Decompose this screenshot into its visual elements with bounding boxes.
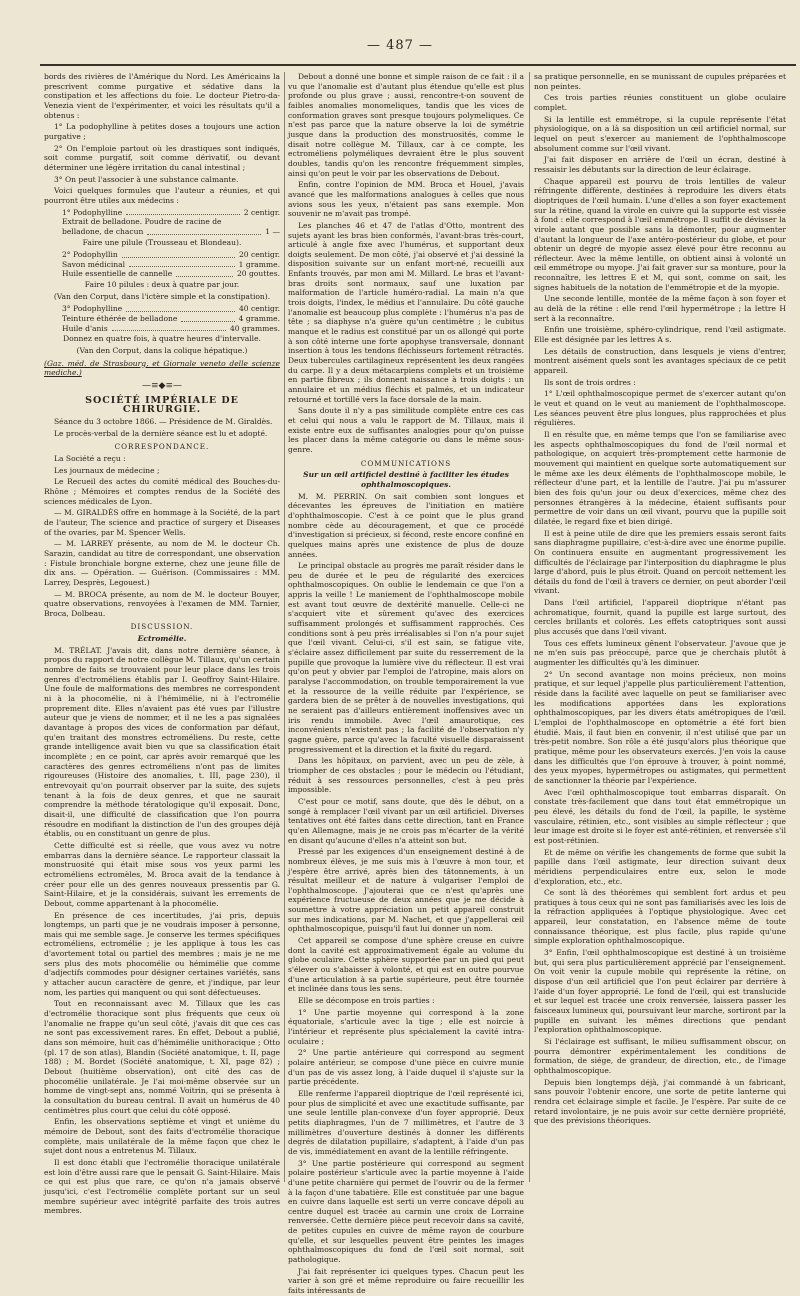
ingredient-name: 2° Podophyllin (62, 250, 118, 260)
ingredient-name: Huile d'anis (62, 323, 108, 333)
header-rule (40, 64, 796, 66)
paragraph: Les détails de construction, dans lesquels je viens d'entrer, montrent aisément quels sont les avantages spéciaux de ce petit appareil. (534, 346, 786, 376)
paragraph: Si la lentille est emmétrope, si la cupule représente l'état physiologique, on a là sa disposition un œil artificiel normal, sur lequel on peut s'exercer au maniement de l'ophthalmoscope absolument comme sur l'œil vivant. (534, 114, 786, 153)
formula-note: Faire une pilule (Trousseau et Blondeau). (82, 237, 242, 247)
ingredient-qty: 40 grammes. (230, 323, 280, 333)
paragraph: Sans doute il n'y a pas similitude complète entre ces cas et celui qui nous a valu le rapport de M. Tillaux, mais il existe entre eux de suffisantes analogies pour qu'on puisse les placer dans la même catégorie ou dans le même sous-genre. (288, 406, 524, 454)
communication-title: Sur un œil artificiel destiné à faciliter les études ophthalmoscopiques. (303, 470, 509, 489)
column-left (44, 72, 280, 1216)
paragraph: M. M. PERRIN. On sait combien sont longues et décevantes les épreuves de l'initiation en matière d'ophthalmoscopie. C'est à ce point que le plus grand nombre cède au découragement, et que ce procédé d'investigation si précieux, si fécond, reste encore confiné en quelques mains après une existence de plus de douze années. (288, 491, 524, 559)
formula-2 (44, 250, 280, 301)
paragraph: Dans l'œil artificiel, l'appareil dioptrique n'étant pas achromatique, fournit, quand la pupille est large surtout, des cercles brillants et colorés. Les effets catoptriques sont aussi plus accusés que dans l'œil vivant. (534, 598, 786, 637)
paragraph: Tous ces effets lumineux gênent l'observateur. J'avoue que je ne m'en suis pas préoccupé, parce que je cherchais plutôt à augmenter les difficultés qu'à les diminuer. (534, 638, 786, 668)
column-divider (529, 72, 530, 1182)
paragraph: 3° Une partie postérieure qui correspond au segment polaire postérieur s'articule avec la partie moyenne à l'aide d'une petite charnière qui permet de l'ouvrir ou de la fermer à la façon d'une tabatière. Elle est constituée par une bague en cuivre dans laquelle est serti un verre concave dépoli au centre duquel est tracée au carmin une croix de Lorraine renversée. Cette dernière pièce peut recevoir dans sa cavité, de petites cupules en cuivre de même rayon de courbure qu'elle, et sur lesquelles peuvent être peintes les images ophthalmoscopiques du fond de l'œil soit normal, soit pathologique. (288, 1158, 524, 1265)
ingredient-name: 3° Podophylline (62, 304, 123, 314)
result-item: 1° La podophylline à petites doses a toujours une action purgative ; (44, 122, 280, 141)
section-heading: COMMUNICATIONS (360, 458, 452, 468)
paragraph: Tout en reconnaissant avec M. Tillaux que les cas d'ectromélie thoracique sont plus fréquents que ceux où l'anomalie ne frappe qu'un seul côté, j'avais dit que ces cas ne sont pas excessivement rares. En effet, Debout a publié, dans son mémoire, huit cas d'hémimélie unithoracique ; Otto (pl. 17 de son atlas), Blandin (Société anatomique, t. II, page 188) ; M. Bordet (Société anatomique, t. XI, page 82) ; Debout (huitième observation), ont cité des cas de phocomélie unilatérale. Je l'ai moi-même observée sur un homme de vingt-sept ans, nommé Voitrin, qui se présenta à la consultation du bureau central. Il avait un humérus de 40 centimètres plus court que celui du côté opposé. (44, 999, 280, 1115)
paragraph: Il en résulte que, en même temps que l'on se familiarise avec les aspects ophthalmoscopiques du fond de l'œil normal et pathologique, on acquiert très-promptement cette harmonie de mouvement qui maintient en quelque sorte automatiquement sur le même axe les deux éléments de l'ophthalmoscope mobile, le réflecteur d'une part, et la lentille de l'autre. J'ai pu m'assurer bien des fois qu'un jour ou deux d'exercices, même chez des personnes étrangères à la médecine, étaient suffisants pour permettre de voir dans un œil vivant, pourvu que la pupille soit dilatée, le regard fixe et bien dirigé. (534, 429, 786, 526)
formula-source: (Van den Corput, dans la colique hépatique.) (76, 346, 248, 356)
ingredient-name: 1° Podophylline (62, 207, 123, 217)
formula-note: Donnez en quatre fois, à quatre heures d'intervalle. (63, 334, 261, 344)
paragraph: 1° L'œil ophthalmoscopique permet de s'exercer autant qu'on le veut et quand on le veut au maniement de l'ophthalmoscope. Les séances peuvent être plus longues, plus rapprochées et plus régulières. (534, 389, 786, 428)
paragraph: J'ai fait disposer en arrière de l'œil un écran, destiné à ressaisir les débutants sur la direction de leur éclairage. (534, 155, 786, 174)
paragraph: Dans les hôpitaux, on parvient, avec un peu de zèle, à triompher de ces obstacles ; pour le médecin ou l'étudiant, réduit à ses ressources personnelles, c'est à peu près impossible. (288, 756, 524, 795)
formula-note: Faire 10 pilules : deux à quatre par jour. (84, 280, 240, 290)
paragraph: Enfin une troisième, sphéro-cylindrique, rend l'œil astigmate. Elle est désignée par les lettres A s. (534, 325, 786, 345)
paragraph: Depuis bien longtemps déjà, j'ai commandé à un fabricant, sans pouvoir l'obtenir encore, une sorte de petite lanterne qui rendra cet éclairage simple et facile. Je l'espère. Par suite de ce retard involontaire, je ne puis avoir sur cette dernière propriété, que des prévisions théoriques. (534, 1077, 786, 1126)
paragraph: 2° Un second avantage non moins précieux, non moins pratique, et sur lequel j'appelle plus particulièrement l'attention, réside dans la facilité avec laquelle on peut se familiariser avec les modifications apportées dans les explorations ophthalmoscopiques, par les divers états amétropiques de l'œil. L'emploi de l'ophthalmoscope en optométrie a été fort bien étudié. Mais, il faut bien en convenir, il n'est utilisé que par un très-petit nombre. Son rôle a été jusqu'alors plus théorique que pratique, même pour les observateurs exercés. J'en vois la cause dans les difficultés que l'on éprouve à trouver, à point nommé, des yeux myopes, hypermétropes ou astigmates, qui permettent de sanctionner la théorie par l'expérience. (534, 669, 786, 785)
section-heading: DISCUSSION. (130, 622, 194, 632)
formula-1 (44, 208, 280, 248)
paragraph: Voici quelques formules que l'auteur a réunies, et qui pourront être utiles aux médecins : (44, 186, 280, 205)
result-item: 3° On peut l'associer à une substance calmante. (54, 174, 239, 184)
paragraph: 3° Enfin, l'œil ophthalmoscopique est destiné à un troisième but, qui sera plus particulièrement apprécié par l'enseignement. On voit venir la cupule mobile qui représente la rétine, on dispose d'un œil artificiel que l'on peut éclairer par derrière à l'aide d'un foyer approprié. Le fond de l'œil, qui est translucide et sur lequel est tracée une croix renversée, laissera passer les faisceaux lumineux qui, poursuivant leur marche, sortiront par la pupille en suivant les mêmes directions que pendant l'exploration ophthalmoscopique. (534, 948, 786, 1035)
session-line: Séance du 3 octobre 1866. — Présidence de M. Giraldès. (54, 417, 273, 426)
minutes-line: Le procès-verbal de la dernière séance est lu et adopté. (54, 428, 268, 438)
paragraph: Cette difficulté est si réelle, que vous avez vu notre embarras dans la dernière séance. Le rapporteur classait la monstruosité qui était mise sous vos yeux parmi les ectroméliens ectromèles, M. Broca avait de la tendance à créer pour elle un des genres nouveaux pressentis par G. Saint-Hilaire, et je la considérais, suivant les errements de Debout, comme appartenant à la phocomélie. (44, 840, 280, 908)
paragraph: C'est pour ce motif, sans doute, que dès le début, on a songé à remplacer l'œil vivant par un œil artificiel. Diverses tentatives ont été faites dans cette direction, tant en France qu'en Allemagne, mais je ne crois pas m'écarter de la vérité en disant qu'aucune d'elles n'a atteint son but. (288, 796, 524, 845)
paragraph: Ces trois parties réunies constituent un globe oculaire complet. (534, 93, 786, 112)
correspondence-item: Les journaux de médecine ; (54, 465, 160, 475)
correspondence-item: — M. BROCA présente, au nom de M. le docteur Bouyer, quatre observations, renvoyées à l'examen de MM. Tarnier, Broca, Dolbeau. (44, 589, 280, 618)
paragraph: Le principal obstacle au progrès me paraît résider dans le peu de durée et le peu de régularité des exercices ophthalmoscopiques. On oublie le lendemain ce que l'on a appris la veille ! Le maniement de l'ophthalmoscope mobile est avant tout œuvre de dextérité manuelle. Celle-ci ne s'acquiert vite et sûrement qu'avec des exercices suffisamment prolongés et suffisamment rapprochés. Ces conditions sont à peu près irréalisables si l'on n'a pour sujet que l'œil vivant. Celui-ci, s'il est sain, se fatigue vite, s'éclaire assez difficilement par suite du resserrement de la pupille que provoque la lumière vive du réflecteur. Il est vrai qu'on peut y obvier par l'emploi de l'atropine, mais alors on paralyse l'accommodation, on trouble temporairement la vue et la ressource de la veille réduite par l'expérience, se gardera bien de se prêter à de nouvelles investigations, qui ne seraient pas d'ailleurs entièrement inoffensives avec un iris rendu immobile. Avec l'œil amaurotique, ces inconvénients n'existent pas ; la facilité de l'observation n'y gagne guère, parce qu'avec la faculté visuelle disparaissent progressivement et la direction et la fixité du regard. (288, 561, 524, 754)
column-right (534, 72, 786, 1182)
column-divider (284, 72, 285, 1182)
paragraph: Pressé par les exigences d'un enseignement destiné à de nombreux élèves, je me suis mis à l'œuvre à mon tour, et j'espère être arrivé, après bien des tâtonnements, à un résultat meilleur et de nature à vulgariser l'emploi de l'ophthalmoscope. J'ajouterai que ce n'est qu'après une expérience fructueuse de deux années que je me décide à soumettre à votre appréciation un petit appareil construit sur mes indications, par M. Nachet, et que j'appellerai œil ophthalmoscopique, puisqu'il faut lui donner un nom. (288, 847, 524, 934)
ingredient-name: Teinture éthérée de belladone (62, 314, 178, 324)
society-title: SOCIÉTÉ IMPÉRIALE DE CHIRURGIE. (85, 394, 239, 416)
subsection-heading: Ectromélie. (137, 634, 187, 644)
ingredient-qty: 1 — (265, 226, 280, 236)
paragraph: Et de même on vérifie les changements de forme que subit la papille dans l'œil astigmate, leur direction suivant deux méridiens perpendiculaires entre eux, selon le mode d'exploration, etc., etc. (534, 847, 786, 886)
result-item: 2° On l'emploie partout où les drastiques sont indiqués, soit comme purgatif, soit comme dérivatif, ou devant déterminer une légère irritation du canal intestinal ; (44, 143, 280, 172)
formula-3 (44, 304, 280, 355)
paragraph: Ils sont de trois ordres : (544, 377, 636, 387)
paragraph: Si l'éclairage est suffisant, le milieu suffisamment obscur, on pourra démontrer expérimentalement les conditions de formation, de siége, de grandeur, de direction, etc., de l'image ophthalmoscopique. (534, 1037, 786, 1075)
paragraph: Il est donc établi que l'ectromélie thoracique unilatérale est loin d'être aussi rare que le pensait G. Saint-Hilaire. Mais ce qui est plus que rare, ce qu'on n'a jamais observé jusqu'ici, c'est l'ectromélie complète portant sur un seul membre supérieur avec intégrité parfaite des trois autres membres. (44, 1157, 280, 1216)
ingredient-qty: 20 gouttes. (236, 269, 280, 279)
paragraph: Il est à peine utile de dire que les premiers essais seront faits sans diaphragme pupillaire, c'est-à-dire avec une énorme pupille. On continuera ensuite en augmentant progressivement les difficultés de l'éclairage par l'interposition du diaphragme le plus large d'abord, puis le plus étroit. Quand on percoit nettement les détails du fond de l'œil à travers ce dernier, on peut aborder l'œil vivant. (534, 528, 786, 596)
paragraph: Enfin, les observations septième et vingt et unième du mémoire de Debout, sont des faits d'ectromélie thoracique complète, mais unilatérale de la même façon que chez le sujet dont nous a entretenus M. Tillaux. (44, 1117, 280, 1156)
paragraph: bords des rivières de l'Amérique du Nord. Les Américains la prescrivent comme purgative et sédative dans la constipation et les affections du foie. Le docteur Pietro-da-Venezia vient de l'expérimenter, et voici les résultats qu'il a obtenus : (44, 72, 280, 120)
section-heading: CORRESPONDANCE. (114, 442, 210, 452)
paragraph: M. TRÉLAT. J'avais dit, dans notre dernière séance, à propos du rapport de notre collègue M. Tillaux, qu'un certain nombre de faits se trouvaient pour leur place dans les trois genres d'ectroméliens établis par I. Geoffroy Saint-Hilaire. Une foule de malformations des membres ne correspondent ni à la phocomélie, ni à l'hémimélie, ni à l'ectromélie proprement dite. Elles n'avaient pas été vues par l'illustre auteur que je viens de nommer, et il ne les a pas signalées davantage à propos des vices de conformation par défaut, qu'en traitant des monstres ectroméliens. Du reste, cette grande intelligence avait bien vu que sa classification était incomplète ; en ce point, car après avoir remarqué que les caractères des genres ectroméliens n'ont pas de limites rigoureuses (Histoire des anomalies, t. III, page 230), il entrevoyait qu'on pourrait observer par la suite, des sujets tenant à la fois de deux genres, et que ne saurait comprendre la méthode tératologique qu'il exposait. Donc, disait-il, une difficulté de classification que l'on pourra résoudre en modifiant la distinction de l'un des groupes déjà établis, ou en constituant un genre de plus. (44, 645, 280, 839)
ingredient-name: Savon médicinal (62, 259, 126, 269)
correspondence-item: La Société a reçu : (54, 453, 126, 463)
paragraph: Une seconde lentille, montée de la même façon à son foyer et au delà de la rétine : elle rend l'œil hypermétrope ; la lettre H sert à la reconnaître. (534, 294, 786, 323)
paragraph: Elle se décompose en trois parties : (298, 996, 435, 1006)
correspondence-item: Le Recueil des actes du comité médical des Bouches-du-Rhône ; Mémoires et comptes rendus de la Société des sciences médicales de Lyon. (44, 477, 280, 506)
paragraph: 2° Une partie antérieure qui correspond au segment polaire antérieur, se compose d'une pièce en cuivre munie d'un pas de vis assez long, à l'aide duquel il s'ajuste sur la partie précédente. (288, 1048, 524, 1087)
paragraph: Elle renferme l'appareil dioptrique de l'œil représenté ici, pour plus de simplicité et avec une exactitude suffisante, par une seule lentille plan-convexe d'un foyer approprié. Deux petits diaphragmes, l'un de 7 millimètres, et l'autre de 3 millimètres d'ouverture destinés à donner les différents degrés de dilatation pupillaire, s'adaptent, à l'aide d'un pas de vis, immédiatement en avant de la lentille réfringente. (288, 1088, 524, 1156)
ingredient-qty: 2 centigr. (243, 207, 280, 217)
paragraph: Enfin, contre l'opinion de MM. Broca et Houel, j'avais avancé que les malformations analogues à celles que nous avions sous les yeux, n'étaient pas sans exemple. Mon souvenir ne m'avait pas trompé. (288, 180, 524, 219)
ingredient-qty: 4 gramme. (238, 314, 280, 324)
paragraph: Debout a donné une bonne et simple raison de ce fait : il a vu que l'anomalie est d'autant plus étendue qu'elle est plus profonde ou plus grave ; aussi, rencontre-t-on souvent de faibles anomalies monomeliques, tandis que les vices de conformation graves sont presque toujours polymeliques. Ce n'est pas parce que la nature observe la loi de symétrie jusque dans la production des monstruosités, comme le disait notre collègue M. Tillaux, car à ce compte, les ectroméliens polyméliques devraient être le plus souvent doubles, tandis qu'on les rencontre fréquemment simples, ainsi qu'on peut le voir par les observations de Debout. (288, 72, 524, 178)
source-citation: (Gaz. méd. de Strasbourg, et Giornale veneto delle scienze mediche.) (44, 358, 280, 378)
section-ornament: —≡◆≡— (141, 381, 182, 392)
paragraph: sa pratique personnelle, en se munissant de cupules préparées et non peintes. (534, 72, 786, 91)
ingredient-name: Huile essentielle de cannelle (62, 269, 173, 279)
formula-source: (Van den Corput, dans l'ictère simple et la constipation). (53, 291, 271, 301)
paragraph: Avec l'œil ophthalmoscopique tout embarras disparaît. On constate très-facilement que dans tout état emmétropique un peu élevé, les détails du fond de l'œil, la papille, le système vasculaire, rétinien, etc., sont visibles au simple réflecteur ; que leur image est droite si le foyer est anté-rétinien, et renversée s'il est post-rétinien. (534, 787, 786, 845)
paragraph: En présence de ces incertitudes, j'ai pris, depuis longtemps, un parti que je ne voudrais imposer à personne, mais qui me semble sage. Je conserve les termes spécifiques ectroméliens, ectromélie ; je les applique à tous les cas d'avortement total ou partiel des membres ; mais je ne me sers plus des mots phocomélie ou hémimélie que comme d'adjectifs commodes pour désigner certaines variétés, sans y attacher aucun caractère de genre, et j'indique, par leur nom, les parties qui manquent ou qui sont défectueuses. (44, 910, 280, 997)
paragraph: Les planches 46 et 47 de l'atlas d'Otto, montrent des sujets ayant les bras bien conformés, l'avant-bras très-court, articulé à angle fixe avec l'humérus, et supportant deux doigts seulement. De mon côté, j'ai observé et j'ai dessiné la disposition suivante sur un enfant mort-né, recueilli aux Enfants trouvés, par mon ami M. Millard. Le bras et l'avant-bras droits sont normaux, sauf une luxation par malformation de l'article huméro-radial. La main n'a que trois doigts, l'index, le médius et l'annulaire. Du côté gauche l'anomalie est beaucoup plus complète : l'humérus n'a pas de tête ; sa diaphyse n'a guère qu'un centimètre ; le cubitus manque et le radius est constitué par un os allongé qui porte à son côté interne une forte apophyse transversale, donnant insertion à tous les tendons fléchisseurs fortement rétractés. Deux tubercules cartilagineux représentent les deux rangées du carpe. Il y a deux métacarpiens complets et un troisième en partie fibreux ; ils donnent naissance à trois doigts : un annulaire et un médius fléchis et palmés, et un indicateur retourné et tortillé vers la face dorsale de la main. (288, 220, 524, 404)
column-middle (288, 72, 524, 1296)
paragraph: Ce sont là des théorèmes qui semblent fort ardus et peu pratiques à tous ceux qui ne sont pas familiarisés avec les lois de la réfraction appliquées à l'optique physiologique. Avec cet appareil, leur constatation, en l'absence même de toute connaissance théorique, est plus facile, plus rapide qu'une simple exploration ophthalmoscopique. (534, 888, 786, 946)
ingredient-qty: 40 centigr. (238, 304, 280, 314)
paragraph: 1° Une partie moyenne qui correspond à la zone équatoriale, s'articule avec la tige ; elle est noircie à l'intérieur et représente plus spécialement la cavité intra-oculaire ; (288, 1007, 524, 1046)
correspondence-item: — M. GIRALDÈS offre en hommage à la Société, de la part de l'auteur, The science and practice of surgery et Diseases of the ovaries, par M. Spencer Wells. (44, 508, 280, 537)
paragraph: J'ai fait représenter ici quelques types. Chacun peut les varier à son gré et même reproduire ou faire recueillir les faits intéressants de (288, 1266, 524, 1296)
ingredient-qty: 20 centigr. (238, 250, 280, 260)
paragraph: Chaque appareil est pourvu de trois lentilles de valeur réfringente différente, destinées à reproduire les divers états dioptriques de l'œil humain. L'une d'elles a son foyer exactement sur la rétine, quand la virole en cuivre qui la supporte est vissée à fond : elle correspond à l'œil emmétrope. Il suffit de dévisser la virole autant que possible sans la démonter, pour augmenter d'autant la longueur de l'axe antéro-postérieur du globe, et pour obtenir un degré de myopie assez élevé pour être reconnu au réflecteur. Avec la même lentille, on obtient ainsi à volonté un œil emmétrope ou myope. J'ai fait graver sur sa monture, pour la reconnaître, les lettres E et M, qui sont, comme on sait, les signes habituels de la notation de l'emmétropie et de la myopie. (534, 176, 786, 292)
correspondence-item: — M. LARREY présente, au nom de M. le docteur Ch. Sarazin, candidat au titre de correspondant, une observation : Fistule bronchiale borgne externe, chez une jeune fille de dix ans. — Opération. — Guérison. (Commissaires : MM. Larrey, Desprès, Legouest.) (44, 539, 280, 587)
ingredient-name: Extrait de belladone. Poudre de racine de (62, 217, 222, 227)
paragraph: Cet appareil se compose d'une sphère creuse en cuivre dont la cavité est approximativement égale au volume du globe oculaire. Cette sphère supportée par un pied qui peut s'élever ou s'abaisser à volonté, et qui est en outre pourvue d'une articulation à sa partie supérieure, peut être tournée et inclinée dans tous les sens. (288, 936, 524, 994)
ingredient-name: belladone, de chacun (62, 226, 144, 236)
ingredient-qty: 1 gramme. (238, 259, 280, 269)
page-number: — 487 — (366, 38, 434, 53)
